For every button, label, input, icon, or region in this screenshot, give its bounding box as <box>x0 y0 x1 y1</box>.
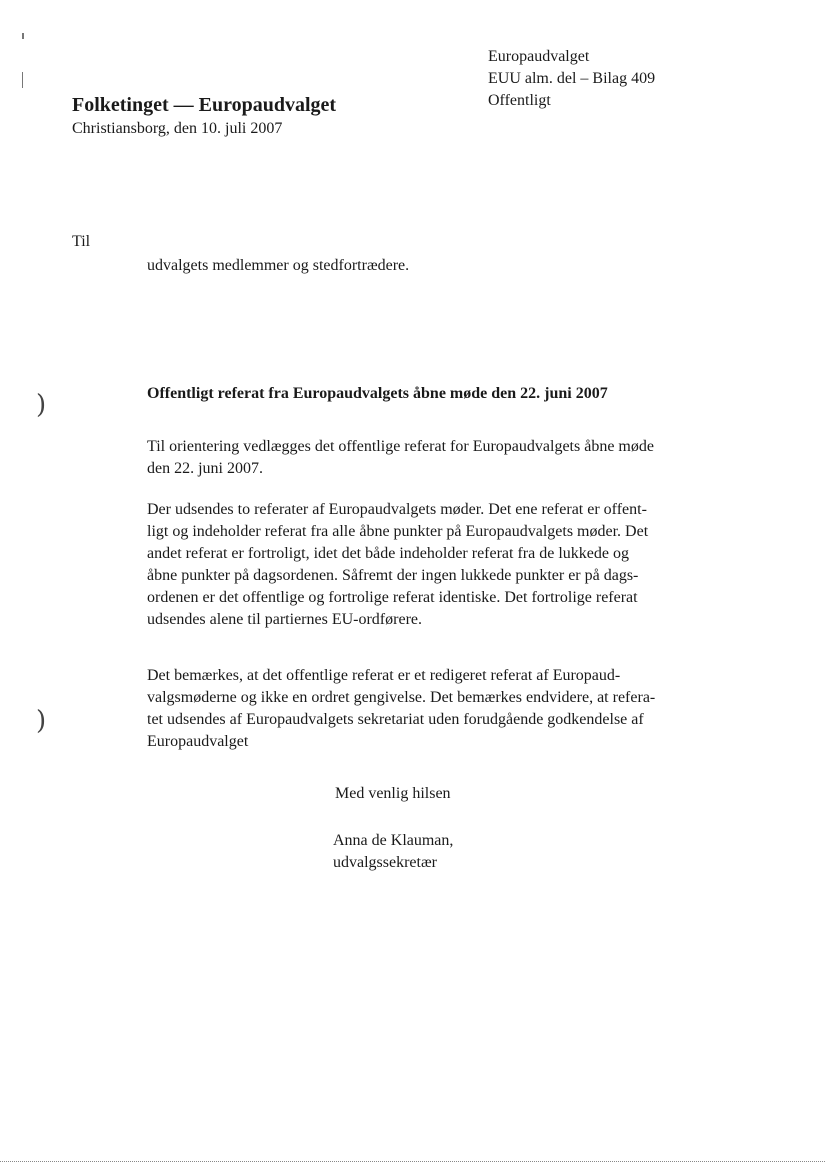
recipient-list: udvalgets medlemmer og stedfortrædere. <box>147 257 410 274</box>
paragraph-line: åbne punkter på dagsordenen. Såfremt der ingen lukkede punkter er på dags- <box>147 567 639 584</box>
signatory-title: udvalgssekretær <box>333 854 437 871</box>
paragraph-line: Der udsendes to referater af Europaudvalgets møder. Det ene referat er offent- <box>147 501 647 518</box>
scan-mark <box>22 33 24 39</box>
paragraph-line: ligt og indeholder referat fra alle åbne punkter på Europaudvalgets møder. Det <box>147 523 649 540</box>
paragraph-line: Europaudvalget <box>147 733 249 750</box>
paragraph-line: ordenen er det offentlige og fortrolige referat identiske. Det fortrolige referat <box>147 589 638 606</box>
paragraph-line: den 22. juni 2007. <box>147 460 263 477</box>
signatory-name: Anna de Klauman, <box>333 832 454 849</box>
organization-title: Folketinget — Europaudvalget <box>72 94 337 116</box>
paragraph-3 <box>147 665 757 753</box>
closing-greeting: Med venlig hilsen <box>335 785 451 802</box>
punch-hole-mark: ) <box>36 706 47 736</box>
punch-hole-mark: ) <box>36 390 47 420</box>
recipient-label: Til <box>72 233 91 250</box>
paragraph-line: andet referat er fortroligt, idet det både indeholder referat fra de lukkede og <box>147 545 629 562</box>
place-and-date: Christiansborg, den 10. juli 2007 <box>72 120 283 137</box>
subject-heading: Offentligt referat fra Europaudvalgets åbne møde den 22. juni 2007 <box>147 385 608 402</box>
stamp-reference: EUU alm. del – Bilag 409 <box>488 70 656 87</box>
paragraph-line: udsendes alene til partiernes EU-ordførere. <box>147 611 422 628</box>
paragraph-line: tet udsendes af Europaudvalgets sekretariat uden forudgående godkendelse af <box>147 711 644 728</box>
scan-mark <box>22 72 23 88</box>
stamp-committee: Europaudvalget <box>488 48 590 65</box>
archive-stamp <box>488 46 655 112</box>
paragraph-line: Det bemærkes, at det offentlige referat er et redigeret referat af Europaud- <box>147 667 621 684</box>
stamp-classification: Offentligt <box>488 92 551 109</box>
paragraph-1 <box>147 436 757 480</box>
paragraph-line: valgsmøderne og ikke en ordret gengivelse. Det bemærkes endvidere, at refera- <box>147 689 656 706</box>
paragraph-line: Til orientering vedlægges det offentlige referat for Europaudvalgets åbne møde <box>147 438 654 455</box>
paragraph-2 <box>147 499 757 631</box>
signature-block <box>333 830 453 874</box>
scan-edge-line <box>0 1161 825 1162</box>
